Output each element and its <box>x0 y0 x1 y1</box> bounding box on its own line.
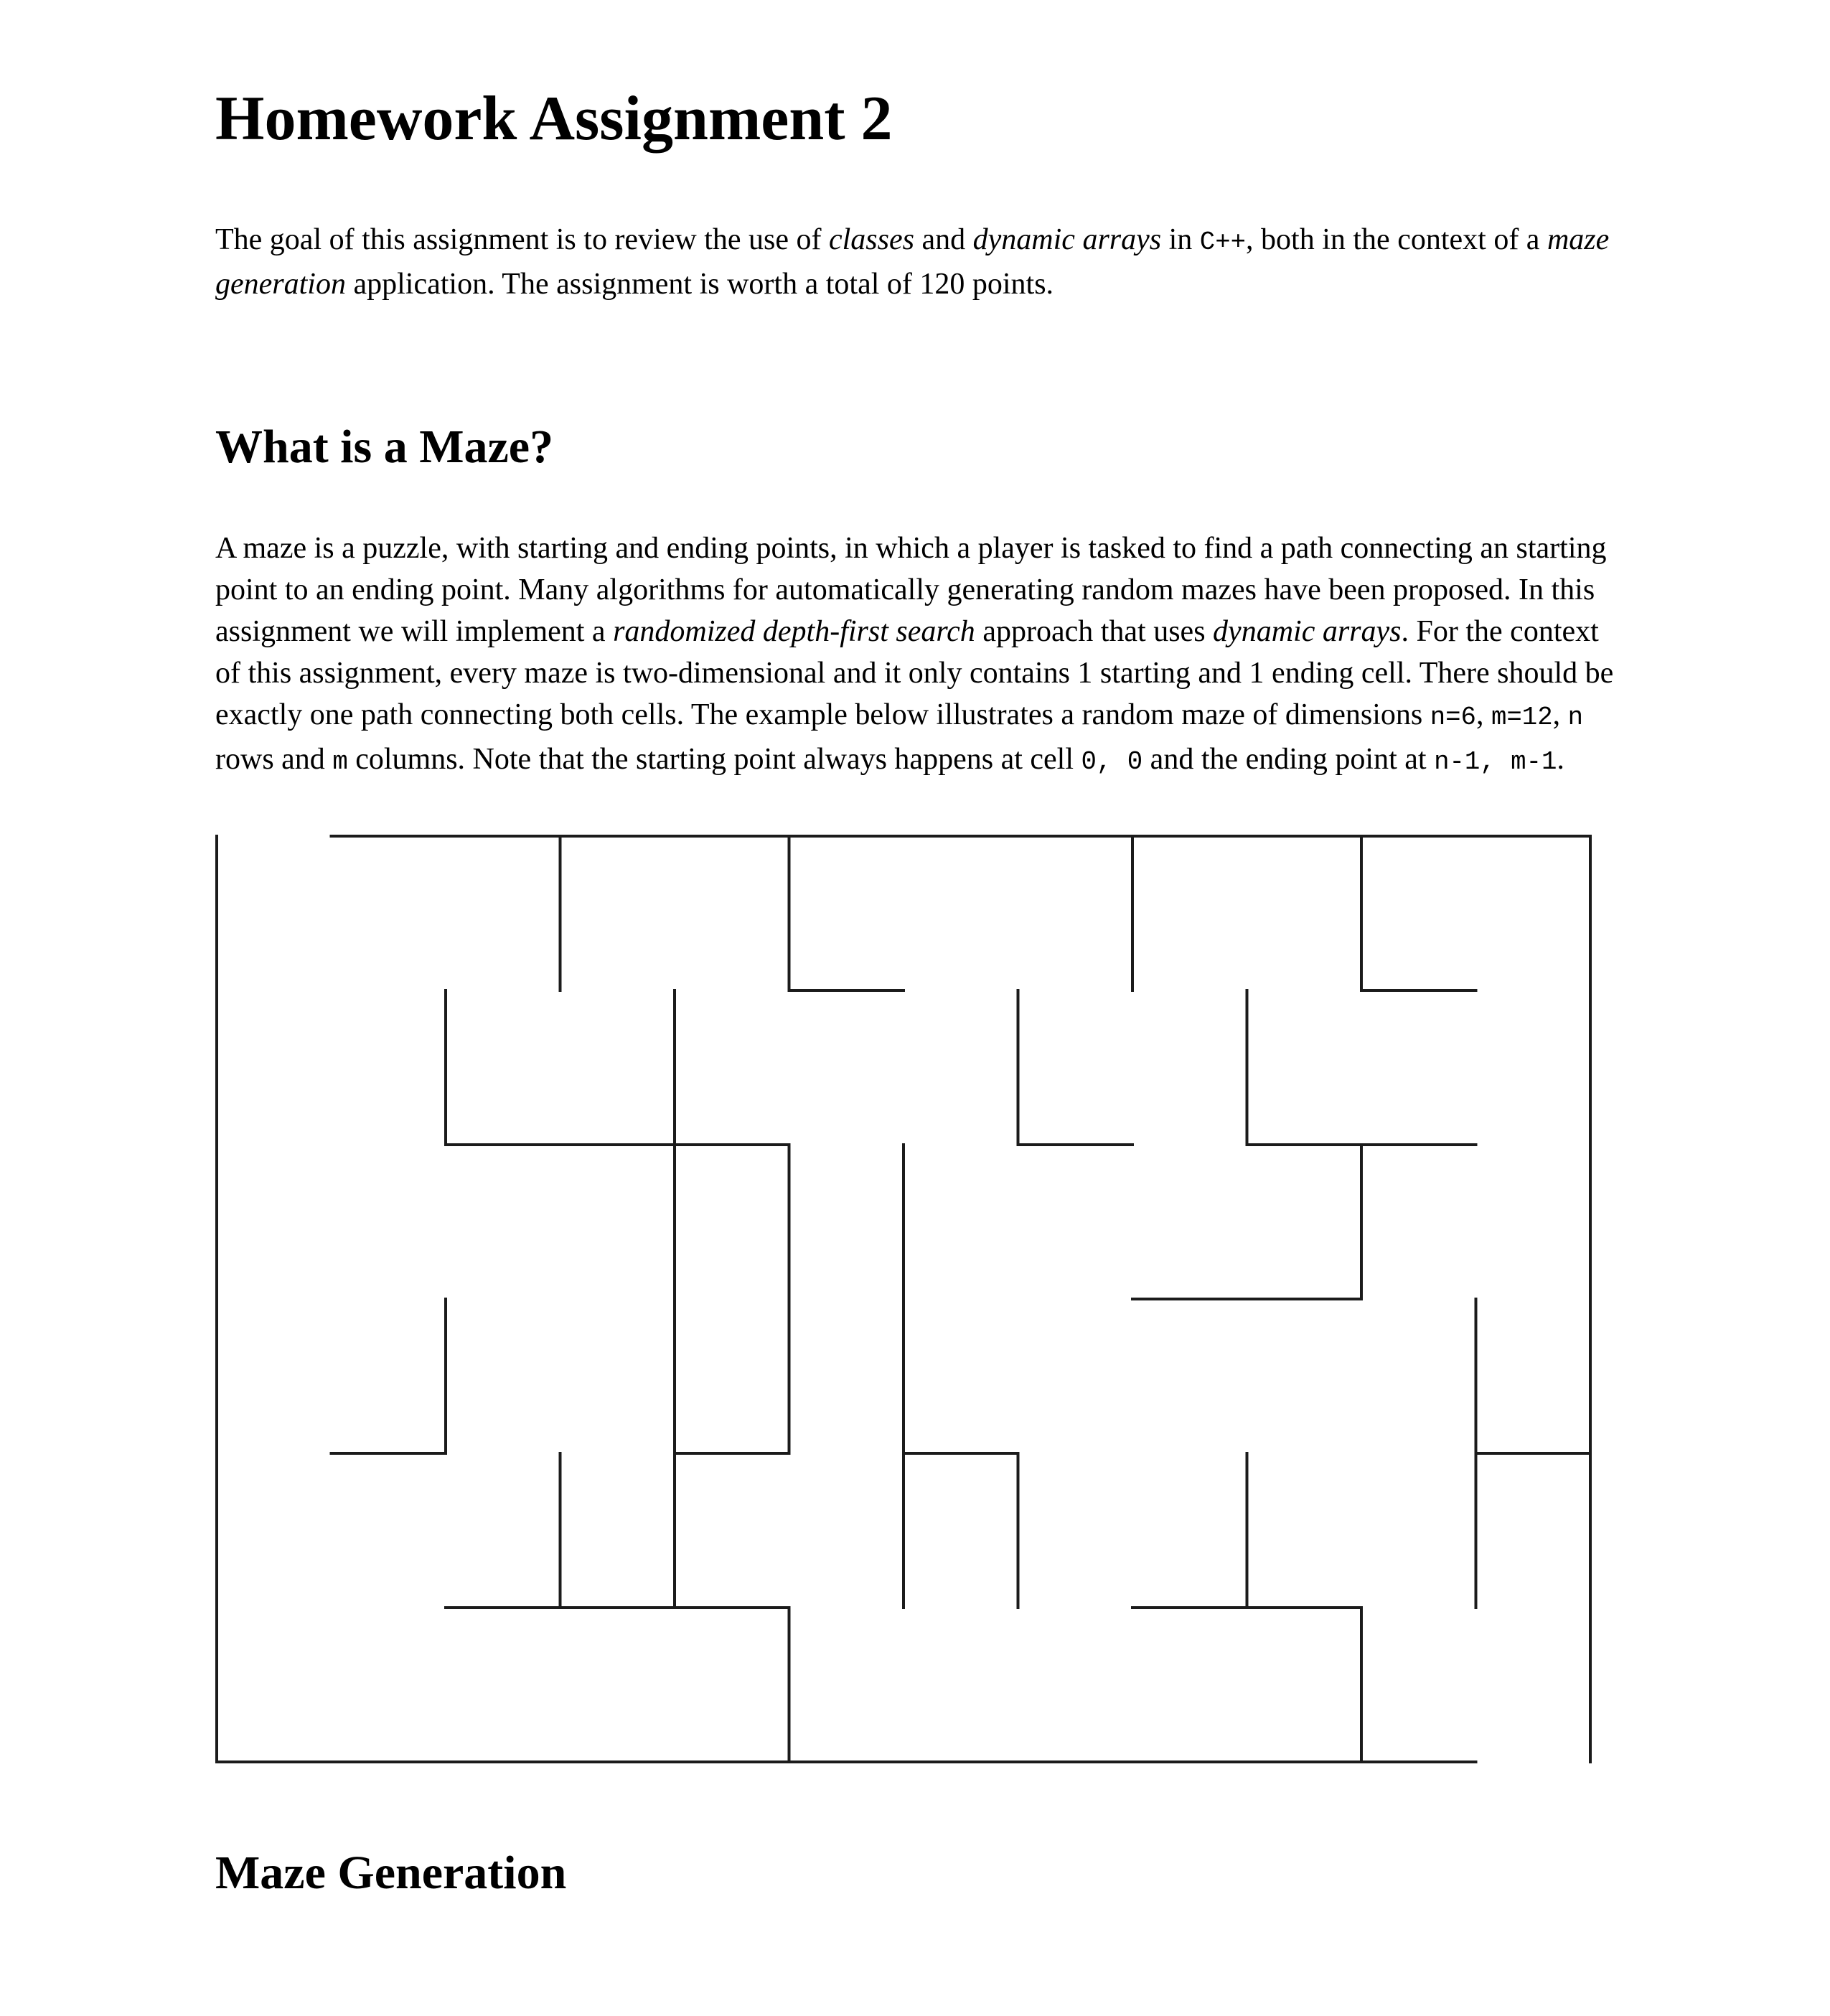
page-title: Homework Assignment 2 <box>215 84 893 154</box>
maze-diagram <box>215 835 1592 1763</box>
text-run: The goal of this assignment is to review the use of <box>215 222 829 256</box>
section-heading-maze-generation: Maze Generation <box>215 1846 567 1899</box>
maze-figure <box>215 835 1615 1763</box>
text-run: rows and <box>215 742 333 776</box>
text-run: , <box>1552 698 1568 731</box>
text-run: in <box>1161 222 1200 256</box>
text-run: . For the context of this assignment, every maze is two-dimensional and it only contains 1 starting and 1 ending cell. There should be exactly one path connecting both cells. The example below illustrates a random maze of dimensions <box>215 614 1614 731</box>
text-run: application. The assignment is worth a total of 120 points. <box>345 267 1054 301</box>
text-run: and the ending point at <box>1142 742 1435 776</box>
text-run: , both in the context of a <box>1246 222 1547 256</box>
code-run: m=12 <box>1491 702 1553 732</box>
code-run: n-1, m-1 <box>1434 746 1557 777</box>
maze-description-paragraph <box>215 528 1615 783</box>
text-run: . <box>1557 742 1564 776</box>
text-run: columns. Note that the starting point always happens at cell <box>347 742 1081 776</box>
italic-run: classes <box>829 222 914 256</box>
text-run: approach that uses <box>975 614 1214 648</box>
code-run: C++ <box>1199 227 1247 257</box>
code-run: m <box>332 746 348 777</box>
code-run: n <box>1567 702 1584 732</box>
italic-run: randomized depth-first search <box>613 614 975 648</box>
italic-run: dynamic arrays <box>972 222 1162 256</box>
text-run: , <box>1475 698 1491 731</box>
italic-run: maze generation <box>215 222 1610 301</box>
code-run: 0, 0 <box>1081 746 1143 777</box>
code-run: n=6 <box>1430 702 1476 732</box>
italic-run: dynamic arrays <box>1213 614 1402 648</box>
text-run: A maze is a puzzle, with starting and ending points, in which a player is tasked to find a path connecting an starting point to an ending point. Many algorithms for automatically generating random mazes have been proposed. In this assignment we will implement a <box>215 531 1607 648</box>
text-run: and <box>914 222 973 256</box>
intro-paragraph <box>215 219 1615 305</box>
section-heading-what-is-a-maze: What is a Maze? <box>215 420 554 473</box>
